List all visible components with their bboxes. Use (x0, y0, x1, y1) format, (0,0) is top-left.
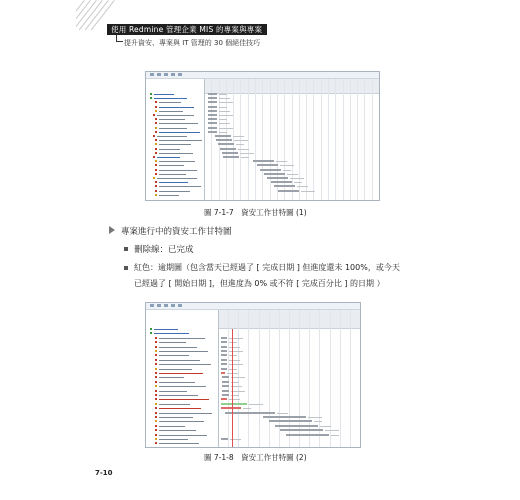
book-title-banner: 使用 Redmine 管理企業 MIS 的專案與專案 (107, 24, 267, 35)
bar-label (219, 132, 227, 133)
task-icon (150, 328, 152, 330)
grid-column-line (372, 79, 373, 200)
task-name (159, 149, 180, 150)
task-name (159, 119, 185, 120)
bar-label (294, 182, 302, 183)
bullet-square-icon (124, 266, 128, 270)
grid-column-line (357, 79, 358, 200)
gantt-bar (257, 164, 278, 166)
gantt-bar (280, 429, 323, 431)
gantt-bar (263, 416, 306, 418)
task-icon (155, 385, 157, 387)
grid-column-line (228, 310, 229, 447)
gantt-bar (221, 398, 227, 400)
toolbar-icon (150, 304, 154, 307)
task-name (157, 136, 187, 137)
task-icon (155, 381, 157, 383)
task-icon (155, 185, 157, 187)
task-name (159, 186, 201, 187)
grid-column-line (335, 79, 336, 200)
task-icon (155, 354, 157, 356)
task-icon (155, 403, 157, 405)
gantt-bar (220, 148, 236, 150)
task-name (159, 355, 189, 356)
gantt-bar (208, 114, 217, 116)
task-icon (155, 363, 157, 365)
task-icon (155, 106, 157, 108)
task-icon (155, 390, 157, 392)
gantt-bar (222, 390, 229, 392)
gantt-bar (221, 341, 227, 343)
task-icon (155, 368, 157, 370)
task-icon (155, 429, 157, 431)
task-name (159, 369, 192, 370)
gantt-bar (267, 177, 288, 179)
task-name (159, 153, 193, 154)
task-name (159, 342, 186, 343)
gantt-bar (275, 425, 318, 427)
grid-column-line (248, 79, 249, 200)
bar-label (308, 417, 322, 418)
grid-column-line (340, 310, 341, 447)
bar-label (219, 119, 227, 120)
task-name (159, 373, 203, 374)
bar-label (325, 430, 339, 431)
task-icon (150, 332, 152, 334)
grid-column-line (313, 79, 314, 200)
bar-label (241, 157, 249, 158)
task-icon (155, 173, 157, 175)
toolbar-icon (164, 73, 168, 76)
bar-label (249, 404, 263, 405)
gantt-screenshot-1 (145, 71, 380, 201)
gantt-bar (221, 372, 225, 374)
task-name (159, 338, 205, 339)
task-icon (155, 190, 157, 192)
task-icon (155, 101, 157, 103)
task-name (154, 333, 189, 334)
gantt-bar (274, 185, 295, 187)
gantt-bar (221, 403, 247, 405)
task-name (159, 191, 190, 192)
gantt-bar (216, 139, 232, 141)
gantt-bar (221, 368, 227, 370)
task-icon (155, 169, 157, 171)
grid-column-line (350, 310, 351, 447)
task-name (159, 399, 209, 400)
gantt-bar (222, 394, 229, 396)
grid-column-line (328, 79, 329, 200)
bar-label (219, 128, 233, 129)
task-icon (155, 398, 157, 400)
grid-column-line (238, 310, 239, 447)
gantt-bar (221, 337, 227, 339)
toolbar-icon (171, 304, 175, 307)
bullet-strikethrough: 刪除線：已完成 (134, 245, 194, 255)
bar-label (331, 435, 339, 436)
task-name (159, 439, 188, 440)
gantt-bar (223, 156, 239, 158)
page-number: 7-10 (95, 469, 113, 477)
gantt-bar (208, 131, 217, 133)
gantt-bar (221, 363, 227, 365)
grid-column-line (350, 79, 351, 200)
bar-label (229, 355, 237, 356)
bar-label (287, 174, 298, 175)
task-name (159, 102, 181, 103)
task-icon (155, 359, 157, 361)
task-icon (155, 110, 157, 112)
grid-column-line (248, 310, 249, 447)
task-icon (155, 131, 157, 133)
section-triangle-icon (109, 226, 115, 234)
gantt-bar (208, 106, 217, 108)
gantt-bar (208, 122, 217, 124)
task-name (159, 347, 197, 348)
toolbar-icon (178, 304, 182, 307)
task-name (159, 417, 193, 418)
figure-caption-2: 圖 7-1-8 資安工作甘特圖 (2) (204, 453, 307, 462)
grid-column-line (269, 310, 270, 447)
task-name (159, 107, 194, 108)
task-icon (155, 407, 157, 409)
gantt-bar (222, 376, 229, 378)
bar-label (280, 165, 294, 166)
bar-label (240, 153, 254, 154)
grid-column-line (343, 79, 344, 200)
gantt-bar (218, 143, 234, 145)
bar-label (229, 347, 240, 348)
task-name (159, 165, 184, 166)
gantt-bar (208, 101, 217, 103)
task-name (159, 111, 183, 112)
task-name (159, 443, 199, 444)
task-name (159, 161, 195, 162)
bar-label (229, 369, 237, 370)
bar-label (229, 399, 240, 400)
bar-label (277, 413, 288, 414)
gantt-bar (221, 438, 228, 440)
section-heading: 專案進行中的資安工作甘特圖 (121, 227, 232, 237)
today-marker (232, 329, 233, 447)
bar-label (290, 178, 304, 179)
task-name (154, 329, 178, 330)
gantt-bar (264, 173, 285, 175)
task-name (159, 377, 184, 378)
subtitle-marker (116, 35, 123, 42)
task-name (159, 123, 198, 124)
task-icon (150, 93, 152, 95)
bar-label (238, 149, 249, 150)
task-name (159, 426, 185, 427)
gantt-bar (208, 127, 217, 129)
task-icon (155, 118, 157, 120)
toolbar-icon (150, 73, 154, 76)
gantt-bar (278, 190, 299, 192)
grid-column-line (292, 79, 293, 200)
task-icon (155, 425, 157, 427)
task-icon (150, 97, 152, 99)
bullet-square-icon (124, 247, 128, 251)
task-name (159, 435, 207, 436)
task-icon (155, 160, 157, 162)
bar-label (219, 111, 230, 112)
bar-label (320, 426, 331, 427)
bar-label (219, 107, 227, 108)
task-icon (155, 127, 157, 129)
grid-column-line (262, 79, 263, 200)
task-icon (155, 181, 157, 183)
task-icon (155, 416, 157, 418)
task-name (159, 386, 206, 387)
grid-column-line (259, 310, 260, 447)
gantt-bar (208, 97, 217, 99)
task-icon (153, 135, 155, 137)
task-icon (155, 341, 157, 343)
task-icon (153, 114, 155, 116)
bar-label (301, 191, 315, 192)
task-name (159, 140, 202, 141)
bar-label (243, 408, 251, 409)
task-icon (155, 376, 157, 378)
gantt-bar (221, 346, 227, 348)
task-icon (155, 442, 157, 444)
task-name (159, 404, 190, 405)
task-name (159, 170, 197, 171)
task-icon (155, 152, 157, 154)
gantt-bar (215, 135, 231, 137)
bar-label (219, 115, 233, 116)
task-icon (155, 164, 157, 166)
bar-label (219, 123, 230, 124)
bar-label (229, 342, 237, 343)
task-name (159, 128, 187, 129)
gantt-bar (222, 381, 229, 383)
task-name (159, 413, 212, 414)
gantt-bar (221, 354, 227, 356)
task-name (157, 115, 194, 116)
task-name (157, 178, 197, 179)
bar-label (231, 391, 245, 392)
task-icon (155, 143, 157, 145)
grid-column-line (255, 79, 256, 200)
gantt-bar (222, 152, 238, 154)
bar-label (231, 377, 245, 378)
figure-caption-1: 圖 7-1-7 資安工作甘特圖 (1) (204, 208, 307, 217)
task-name (159, 421, 204, 422)
gantt-bar (221, 350, 227, 352)
task-name (159, 395, 198, 396)
task-name (159, 364, 211, 365)
bullet-red-line2: 已經過了 [ 開始日期 ]，但進度為 0% 或不符 [ 完成百分比 ] 的日期 ） (134, 279, 385, 288)
task-name (159, 132, 200, 133)
task-icon (155, 194, 157, 196)
task-icon (155, 337, 157, 339)
bar-label (233, 136, 244, 137)
bar-label (219, 98, 230, 99)
bar-label (219, 102, 233, 103)
task-name (159, 174, 186, 175)
task-name (159, 182, 188, 183)
task-name (159, 144, 191, 145)
gantt-bar (221, 359, 227, 361)
task-icon (155, 438, 157, 440)
toolbar-icon (157, 304, 161, 307)
bar-label (314, 421, 322, 422)
task-icon (155, 148, 157, 150)
toolbar-icon (178, 73, 182, 76)
bar-label (219, 94, 227, 95)
toolbar-icon (157, 73, 161, 76)
gantt-bar (222, 385, 229, 387)
book-subtitle: 提升資安、專案與 IT 管理的 30 個絕佳技巧 (124, 39, 261, 47)
bar-label (236, 144, 244, 145)
gantt-bar (208, 110, 217, 112)
task-icon (153, 156, 155, 158)
bullet-red-line1: 紅色：逾期圖（包含當天已經過了 [ 完成日期 ] 但進度還未 100%，或今天 (134, 263, 400, 272)
gantt-bar (260, 169, 281, 171)
task-icon (153, 177, 155, 179)
gantt-bar (286, 434, 329, 436)
task-name (159, 195, 179, 196)
task-name (159, 391, 187, 392)
task-name (157, 157, 180, 158)
task-name (159, 351, 208, 352)
grid-column-line (321, 79, 322, 200)
window-toolbar (146, 303, 360, 310)
task-icon (155, 346, 157, 348)
task-icon (155, 350, 157, 352)
task-name (154, 98, 187, 99)
task-name (154, 94, 174, 95)
window-toolbar (146, 72, 379, 79)
gantt-bar (208, 93, 217, 95)
task-icon (155, 394, 157, 396)
task-icon (155, 434, 157, 436)
task-name (159, 382, 195, 383)
gantt-bar (221, 407, 241, 409)
gantt-bar (271, 181, 292, 183)
gantt-bar (253, 160, 274, 162)
bar-label (297, 186, 308, 187)
toolbar-icon (164, 304, 168, 307)
gantt-bar (208, 118, 217, 120)
bar-label (234, 140, 248, 141)
bar-label (283, 170, 291, 171)
grid-column-line (306, 79, 307, 200)
bar-label (229, 360, 240, 361)
task-icon (155, 412, 157, 414)
gantt-bar (269, 420, 312, 422)
gantt-screenshot-2 (145, 302, 361, 448)
task-icon (155, 122, 157, 124)
task-icon (155, 372, 157, 374)
task-icon (155, 139, 157, 141)
toolbar-icon (171, 73, 175, 76)
task-name (159, 360, 200, 361)
bar-label (276, 161, 287, 162)
grid-column-line (364, 79, 365, 200)
task-name (159, 408, 201, 409)
task-icon (155, 420, 157, 422)
task-name (159, 430, 196, 431)
